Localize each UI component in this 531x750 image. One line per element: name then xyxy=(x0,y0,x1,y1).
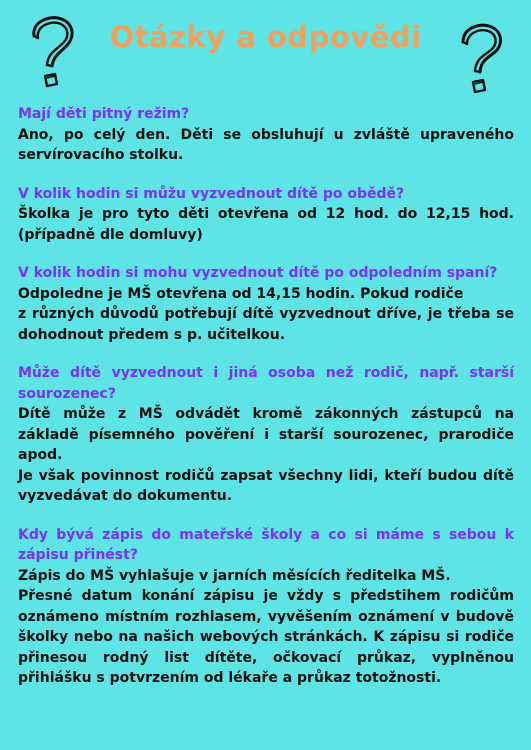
faq-question: Mají děti pitný režim? xyxy=(18,106,190,122)
faq-answer: Zápis do MŠ vyhlašuje v jarních měsících ředitelka MŠ. xyxy=(18,567,451,584)
faq-question: V kolik hodin si můžu vyzvednout dítě po obědě? xyxy=(18,185,405,202)
page-title: Otázky a odpovědi xyxy=(109,20,422,54)
faq-item xyxy=(18,263,514,345)
faq-answer: z různých důvodů potřebují dítě vyzvednout dříve, je třeba se dohodnout předem s p. učitelkou. xyxy=(18,306,514,343)
faq-answer: Školka je pro tyto děti otevřena od 12 hod. do 12,15 hod. (případně dle domluvy) xyxy=(18,206,514,243)
faq-answer: Dítě může z MŠ odvádět kromě zákonných zástupců na základě písemného pověření i starší sourozenec, prarodiče apod. xyxy=(18,406,514,463)
faq-item xyxy=(18,363,514,507)
faq-question: Může dítě vyzvednout i jiná osoba než rodič, např. starší sourozenec? xyxy=(18,365,514,402)
faq-item xyxy=(18,525,514,689)
faq-question: Kdy bývá zápis do mateřské školy a co si máme s sebou k zápisu přinést? xyxy=(18,526,514,563)
faq-content xyxy=(18,104,514,707)
faq-item xyxy=(18,184,514,246)
faq-answer: Ano, po celý den. Děti se obsluhují u zvláště upraveného servírovacího stolku. xyxy=(18,126,514,163)
faq-question: V kolik hodin si mohu vyzvednout dítě po odpoledním spaní? xyxy=(18,265,498,281)
faq-answer: Je však povinnost rodičů zapsat všechny lidi, kteří budou dítě vyzvedávat do dokumentu. xyxy=(18,467,514,504)
faq-item xyxy=(18,104,514,166)
faq-answer: Odpoledne je MŠ otevřena od 14,15 hodin. Pokud rodiče xyxy=(18,285,464,302)
faq-answer: Přesné datum konání zápisu je vždy s předstihem rodičům oznámeno místním rozhlasem, vyvěšením oznámení v budově školky nebo na našich webových stránkách. K zápisu si rodiče přinesou rodný list dítěte, očkovací průkaz, vyplněnou přihlášku s potvrzením od lékaře a průkaz totožnosti. xyxy=(18,588,514,686)
